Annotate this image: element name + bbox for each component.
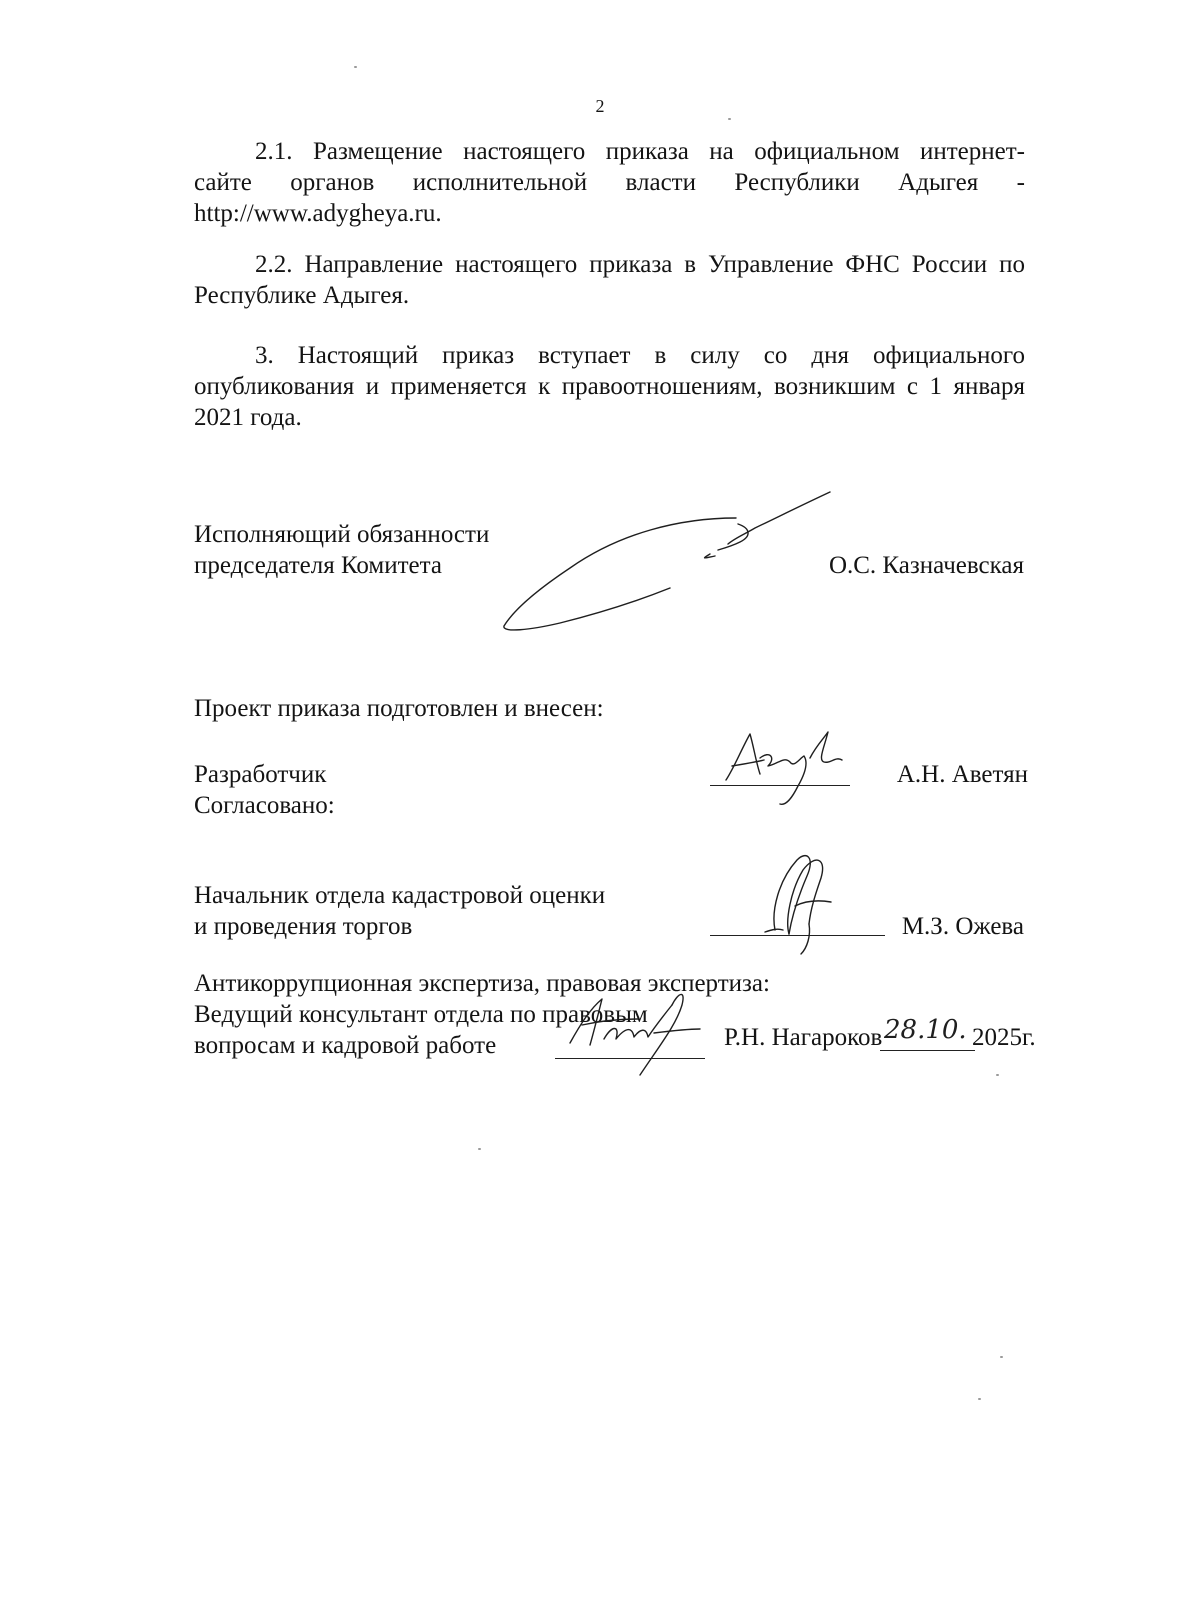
developer-name: А.Н. Аветян: [896, 761, 1028, 788]
clause-line: 2.1. Размещение настоящего приказа на официальном интернет-: [255, 138, 1025, 165]
head-signature: [745, 850, 855, 960]
signatory-signature: [500, 488, 840, 638]
page-number: 2: [595, 96, 605, 116]
consultant-name: Р.Н. Нагароков: [724, 1024, 883, 1051]
clause-line: 2021 года.: [194, 404, 302, 431]
scan-speck: [978, 1398, 981, 1400]
scan-speck: [354, 66, 357, 68]
signatory-name: О.С. Казначевская: [828, 552, 1024, 579]
head-name: М.З. Ожева: [901, 913, 1024, 940]
scan-speck: [1000, 1356, 1003, 1358]
handwritten-date: 28.10.: [884, 1015, 967, 1045]
anticorruption-heading: Антикоррупционная экспертиза, правовая экспертиза:: [194, 970, 770, 997]
clause-line: сайте органов исполнительной власти Республики Адыгея -: [194, 169, 1025, 196]
approvals-heading: Проект приказа подготовлен и внесен:: [194, 695, 604, 722]
developer-signature: [720, 728, 850, 808]
clause-line: Республике Адыгея.: [194, 282, 410, 309]
clause-line: http://www.adygheya.ru.: [194, 200, 442, 227]
consultant-position-line2: вопросам и кадровой работе: [194, 1032, 497, 1059]
clause-line: 2.2. Направление настоящего приказа в Управление ФНС России по: [255, 251, 1025, 278]
head-position-line2: и проведения торгов: [194, 913, 413, 940]
developer-label: Разработчик: [194, 761, 327, 788]
head-position-line1: Начальник отдела кадастровой оценки: [194, 882, 606, 909]
consultant-signature: [560, 985, 720, 1080]
date-line: [880, 1050, 975, 1051]
signatory-position-line2: председателя Комитета: [194, 552, 442, 579]
consultant-position-line1: Ведущий консультант отдела по правовым: [194, 1001, 648, 1028]
scan-speck: [996, 1074, 999, 1076]
clause-line: опубликования и применяется к правоотношениям, возникшим с 1 января: [194, 373, 1025, 400]
clause-3: [194, 340, 1025, 433]
scan-speck: [728, 118, 731, 120]
agreed-label: Согласовано:: [194, 792, 335, 819]
clause-2-2: [194, 249, 1025, 311]
year-suffix: 2025г.: [972, 1024, 1036, 1051]
signatory-position-line1: Исполняющий обязанности: [194, 521, 490, 548]
clause-2-1: [194, 136, 1025, 229]
clause-line: 3. Настоящий приказ вступает в силу со дня официального: [255, 342, 1025, 369]
scan-speck: [478, 1148, 481, 1150]
